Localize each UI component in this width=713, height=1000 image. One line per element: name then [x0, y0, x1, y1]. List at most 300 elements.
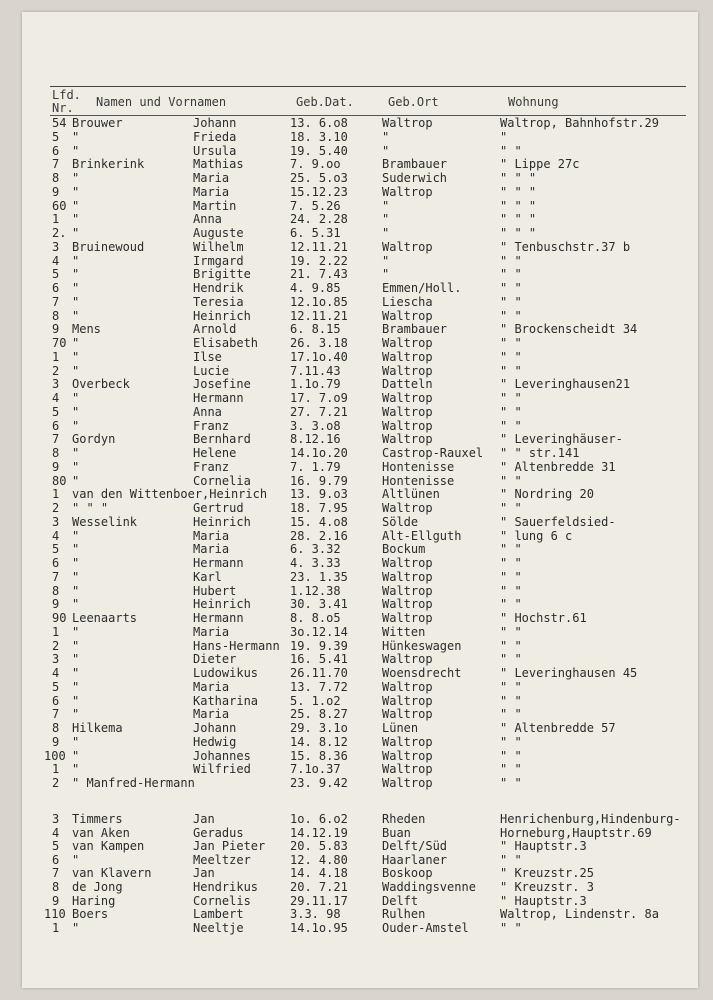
row-surname: van den Wittenboer,Heinrich — [72, 487, 268, 502]
table-row — [0, 721, 713, 735]
row-birth-date: 15. 8.36 — [290, 748, 348, 763]
row-birth-place: Boskoop — [382, 866, 433, 881]
row-birth-place: Rheden — [382, 812, 426, 826]
table-row — [0, 281, 713, 295]
row-birth-date: 14. 8.12 — [290, 734, 348, 749]
row-birth-place: Waltrop — [382, 569, 433, 584]
row-birth-place: Waltrop — [382, 184, 433, 199]
row-surname: " Manfred-Hermann — [72, 776, 195, 790]
row-birth-place: Waltrop — [382, 707, 433, 722]
row-birth-place: Woensdrecht — [382, 666, 462, 680]
row-surname: Haring — [72, 893, 116, 908]
row-birth-date: 30. 3.41 — [290, 597, 348, 612]
table-row — [0, 405, 713, 419]
row-residence: " " " — [500, 226, 537, 240]
row-surname: van Klavern — [72, 866, 152, 881]
row-birth-date: 18. 3.10 — [290, 129, 348, 144]
row-birth-date: 15. 4.o8 — [290, 514, 348, 529]
row-first-name: Maria — [193, 679, 230, 694]
table-row — [0, 487, 713, 501]
row-birth-place: Haarlaner — [382, 852, 448, 867]
table-row — [0, 240, 713, 254]
row-surname: " — [72, 666, 80, 680]
row-birth-place: Suderwich — [382, 171, 448, 185]
row-first-name: Katharina — [193, 693, 259, 708]
table-row — [0, 611, 713, 625]
table-row — [0, 171, 713, 185]
row-number: 8 — [52, 721, 60, 735]
row-birth-date: 14.1o.20 — [290, 446, 348, 460]
row-residence: " " — [500, 748, 522, 763]
row-number: 5 — [52, 129, 60, 144]
row-number: 6 — [52, 852, 60, 867]
row-first-name: Cornelia — [193, 473, 251, 488]
row-birth-date: 3.3. 98 — [290, 907, 341, 922]
row-first-name: Johann — [193, 721, 237, 735]
row-birth-place: Waltrop — [382, 748, 433, 763]
row-residence: " " — [500, 363, 522, 378]
row-birth-date: 23. 1.35 — [290, 569, 348, 584]
row-surname: " — [72, 583, 80, 598]
row-birth-date: 1o. 6.o2 — [290, 812, 348, 826]
row-residence: " " — [500, 852, 522, 867]
row-birth-date: 4. 3.33 — [290, 556, 341, 570]
row-residence: " " — [500, 652, 522, 667]
table-row — [0, 130, 713, 144]
table-row — [0, 474, 713, 488]
row-first-name: Arnold — [193, 322, 237, 337]
table-row — [0, 762, 713, 776]
row-birth-place: " — [382, 253, 390, 268]
row-residence: " " — [500, 349, 522, 364]
row-first-name: Ursula — [193, 143, 237, 158]
row-first-name: Hans-Hermann — [193, 638, 280, 653]
table-row — [0, 625, 713, 639]
row-residence: " Hochstr.61 — [500, 611, 587, 625]
row-first-name: Heinrich — [193, 514, 251, 529]
row-first-name: Maria — [193, 184, 230, 199]
row-residence: " " — [500, 143, 522, 158]
row-residence: " Hauptstr.3 — [500, 839, 587, 854]
row-residence: " Nordring 20 — [500, 487, 594, 502]
row-birth-date: 23. 9.42 — [290, 776, 348, 790]
row-surname: Hilkema — [72, 721, 123, 735]
row-birth-date: 7.11.43 — [290, 363, 341, 378]
row-birth-place: Rulhen — [382, 907, 426, 922]
row-surname: " — [72, 556, 80, 570]
row-birth-date: 7. 5.26 — [290, 198, 341, 213]
row-birth-date: 28. 2.16 — [290, 528, 348, 543]
row-residence: " Leveringhausen 45 — [500, 666, 638, 680]
row-number: 7 — [52, 432, 60, 447]
row-residence: Henrichenburg,Hindenburg- — [500, 812, 681, 826]
row-birth-place: Waltrop — [382, 501, 433, 515]
row-residence: " " — [500, 638, 522, 653]
row-residence: " " — [500, 597, 522, 612]
row-birth-place: Waltrop — [382, 116, 433, 130]
row-surname: Brouwer — [72, 116, 123, 130]
row-number: 54 — [52, 116, 67, 130]
row-birth-place: Waltrop — [382, 432, 433, 447]
row-number: 70 — [52, 336, 67, 350]
table-row — [0, 460, 713, 474]
row-first-name: Maria — [193, 171, 230, 185]
row-surname: " — [72, 171, 80, 185]
row-first-name: Jan Pieter — [193, 839, 266, 854]
row-surname: " — [72, 446, 80, 460]
row-birth-date: 1.12.38 — [290, 583, 341, 598]
row-number: 5 — [52, 542, 60, 557]
row-residence: " " — [500, 583, 522, 598]
row-birth-date: 17.1o.40 — [290, 349, 348, 364]
row-birth-place: Waltrop — [382, 418, 433, 433]
row-birth-date: 8. 8.o5 — [290, 611, 341, 625]
row-residence: " " — [500, 776, 522, 790]
row-birth-place: Waltrop — [382, 679, 433, 694]
row-first-name: Maria — [193, 707, 230, 722]
row-surname: " — [72, 336, 80, 350]
row-surname: " — [72, 652, 80, 667]
row-number: 100 — [44, 748, 66, 763]
row-first-name: Brigitte — [193, 267, 251, 282]
row-birth-place: Waltrop — [382, 762, 433, 777]
row-residence: " " — [500, 281, 522, 295]
row-surname: " — [72, 693, 80, 708]
row-birth-date: 26.11.70 — [290, 666, 348, 680]
row-number: 7 — [52, 866, 60, 881]
row-first-name: Hermann — [193, 556, 244, 570]
row-residence: " " — [500, 308, 522, 323]
row-surname: van Kampen — [72, 839, 145, 854]
row-surname: van Aken — [72, 825, 130, 840]
row-residence: " Kreuzstr.25 — [500, 866, 594, 881]
row-first-name: Helene — [193, 446, 237, 460]
table-row — [0, 680, 713, 694]
row-birth-place: " — [382, 267, 390, 282]
row-surname: Bruinewoud — [72, 239, 145, 254]
row-residence: " Lippe 27c — [500, 157, 580, 172]
table-row — [0, 639, 713, 653]
row-residence: " " — [500, 391, 522, 405]
row-first-name: Anna — [193, 404, 222, 419]
row-number: 6 — [52, 143, 60, 158]
row-birth-date: 7.1o.37 — [290, 762, 341, 777]
row-birth-place: Waltrop — [382, 597, 433, 612]
row-birth-place: Delft/Süd — [382, 839, 448, 854]
row-surname: " — [72, 569, 80, 584]
row-number: 2 — [52, 363, 60, 378]
table-row — [0, 921, 713, 935]
row-first-name: Ilse — [193, 349, 222, 364]
row-birth-date: 12.11.21 — [290, 239, 348, 254]
row-number: 60 — [52, 198, 67, 213]
row-surname: " — [72, 762, 80, 777]
row-first-name: Jan — [193, 866, 215, 881]
row-surname: " — [72, 143, 80, 158]
row-number: 5 — [52, 839, 60, 854]
row-birth-date: 15.12.23 — [290, 184, 348, 199]
table-row — [0, 226, 713, 240]
row-birth-date: 29.11.17 — [290, 893, 348, 908]
row-birth-place: Castrop-Rauxel — [382, 446, 484, 460]
row-birth-place: Sölde — [382, 514, 419, 529]
row-surname: " — [72, 184, 80, 199]
row-number: 3 — [52, 514, 60, 529]
row-birth-date: 19. 2.22 — [290, 253, 348, 268]
header-residence: Wohnung — [508, 95, 559, 109]
row-number: 9 — [52, 459, 60, 474]
row-number: 9 — [52, 184, 60, 199]
row-number: 8 — [52, 583, 60, 598]
row-first-name: Wilfried — [193, 762, 251, 777]
row-birth-place: Waltrop — [382, 652, 433, 667]
row-residence: " " — [500, 418, 522, 433]
row-first-name: Lambert — [193, 907, 244, 922]
row-first-name: Geradus — [193, 825, 244, 840]
row-residence: " " " — [500, 212, 537, 227]
row-birth-place: Liescha — [382, 294, 433, 309]
row-residence: " " — [500, 501, 522, 515]
row-first-name: Dieter — [193, 652, 237, 667]
row-number: 9 — [52, 734, 60, 749]
row-residence: " " — [500, 707, 522, 722]
row-number: 9 — [52, 893, 60, 908]
row-number: 4 — [52, 253, 60, 268]
row-residence: " " " — [500, 184, 537, 199]
row-birth-place: Waddingsvenne — [382, 880, 476, 894]
table-row — [0, 584, 713, 598]
row-number: 8 — [52, 171, 60, 185]
row-birth-date: 21. 7.43 — [290, 267, 348, 282]
row-birth-place: Waltrop — [382, 776, 433, 790]
row-surname: " — [72, 267, 80, 282]
row-birth-place: Waltrop — [382, 734, 433, 749]
row-birth-date: 14. 4.18 — [290, 866, 348, 881]
row-birth-place: Waltrop — [382, 391, 433, 405]
row-number: 3 — [52, 239, 60, 254]
row-first-name: Irmgard — [193, 253, 244, 268]
row-surname: Brinkerink — [72, 157, 145, 172]
table-row — [0, 666, 713, 680]
row-birth-place: Waltrop — [382, 693, 433, 708]
row-residence: " " str.141 — [500, 446, 580, 460]
row-number: 7 — [52, 294, 60, 309]
row-first-name: Bernhard — [193, 432, 251, 447]
table-row — [0, 776, 713, 790]
row-surname: " — [72, 294, 80, 309]
table-row — [0, 694, 713, 708]
row-birth-date: 6. 3.32 — [290, 542, 341, 557]
table-row — [0, 322, 713, 336]
row-birth-date: 19. 5.40 — [290, 143, 348, 158]
row-first-name: Auguste — [193, 226, 244, 240]
table-row — [0, 866, 713, 880]
header-lfd: Lfd. — [52, 88, 81, 102]
row-birth-place: Waltrop — [382, 308, 433, 323]
row-surname: " — [72, 363, 80, 378]
row-residence: " " — [500, 624, 522, 639]
table-row — [0, 749, 713, 763]
row-first-name: Jan — [193, 812, 215, 826]
table-row — [0, 826, 713, 840]
row-birth-place: Witten — [382, 624, 426, 639]
row-birth-date: 17. 7.o9 — [290, 391, 348, 405]
row-surname: Boers — [72, 907, 109, 922]
row-residence: " " — [500, 920, 522, 935]
row-birth-place: " — [382, 198, 390, 213]
row-residence: " " — [500, 679, 522, 694]
row-number: 3 — [52, 652, 60, 667]
row-surname: " — [72, 349, 80, 364]
row-birth-date: 1.1o.79 — [290, 377, 341, 392]
row-surname: " — [72, 748, 80, 763]
row-birth-date: 16. 9.79 — [290, 473, 348, 488]
table-row — [0, 652, 713, 666]
row-residence: Waltrop, Bahnhofstr.29 — [500, 116, 659, 130]
row-birth-place: Waltrop — [382, 363, 433, 378]
table-row — [0, 570, 713, 584]
row-first-name: Neeltje — [193, 920, 244, 935]
row-birth-date: 20. 5.83 — [290, 839, 348, 854]
row-birth-date: 6. 8.15 — [290, 322, 341, 337]
row-residence: " " — [500, 473, 522, 488]
row-birth-place: Ouder-Amstel — [382, 920, 469, 935]
row-birth-place: Brambauer — [382, 157, 448, 172]
table-row — [0, 839, 713, 853]
row-residence: " Hauptstr.3 — [500, 893, 587, 908]
row-surname: " — [72, 308, 80, 323]
table-row — [0, 391, 713, 405]
row-birth-date: 29. 3.1o — [290, 721, 348, 735]
row-surname: " — [72, 212, 80, 227]
row-number: 4 — [52, 666, 60, 680]
table-row — [0, 295, 713, 309]
row-birth-date: 24. 2.28 — [290, 212, 348, 227]
row-birth-date: 13. 7.72 — [290, 679, 348, 694]
row-residence: " " — [500, 734, 522, 749]
row-residence: Horneburg,Hauptstr.69 — [500, 825, 652, 840]
row-surname: " — [72, 404, 80, 419]
row-surname: " — [72, 473, 80, 488]
row-birth-place: Delft — [382, 893, 419, 908]
table-row — [0, 157, 713, 171]
row-residence: " " " — [500, 171, 537, 185]
row-birth-date: 5. 1.o2 — [290, 693, 341, 708]
table-row — [0, 542, 713, 556]
row-number: 4 — [52, 528, 60, 543]
row-birth-place: Brambauer — [382, 322, 448, 337]
row-residence: " lung 6 c — [500, 528, 573, 543]
row-birth-date: 13. 6.o8 — [290, 116, 348, 130]
row-birth-date: 12.11.21 — [290, 308, 348, 323]
row-birth-date: 16. 5.41 — [290, 652, 348, 667]
row-residence: " — [500, 129, 508, 144]
row-surname: Wesselink — [72, 514, 138, 529]
table-row — [0, 880, 713, 894]
row-birth-place: Bockum — [382, 542, 426, 557]
row-birth-place: Hontenisse — [382, 459, 455, 474]
header-birth-date: Geb.Dat. — [296, 95, 354, 109]
row-birth-date: 3. 3.o8 — [290, 418, 341, 433]
row-surname: Leenaarts — [72, 611, 138, 625]
row-number: 6 — [52, 281, 60, 295]
row-surname: " — [72, 638, 80, 653]
row-number: 5 — [52, 679, 60, 694]
row-first-name: Maria — [193, 528, 230, 543]
row-birth-place: Hünkeswagen — [382, 638, 462, 653]
row-birth-place: Waltrop — [382, 349, 433, 364]
row-number: 7 — [52, 569, 60, 584]
row-birth-date: 20. 7.21 — [290, 880, 348, 894]
row-first-name: Hendrik — [193, 281, 244, 295]
table-row — [0, 336, 713, 350]
row-number: 9 — [52, 322, 60, 337]
row-surname: " — [72, 226, 80, 240]
row-first-name: Hermann — [193, 611, 244, 625]
row-residence: " Altenbredde 57 — [500, 721, 616, 735]
row-surname: de Jong — [72, 880, 123, 894]
row-residence: " " — [500, 404, 522, 419]
row-first-name: Lucie — [193, 363, 230, 378]
row-residence: " Brockenscheidt 34 — [500, 322, 638, 337]
row-surname: " — [72, 707, 80, 722]
row-number: 6 — [52, 693, 60, 708]
row-number: 5 — [52, 404, 60, 419]
row-residence: " Altenbredde 31 — [500, 459, 616, 474]
row-first-name: Johannes — [193, 748, 251, 763]
row-number: 2 — [52, 501, 60, 515]
row-first-name: Wilhelm — [193, 239, 244, 254]
row-birth-place: Waltrop — [382, 336, 433, 350]
row-surname: " — [72, 418, 80, 433]
header-names: Namen und Vornamen — [96, 95, 227, 109]
table-row — [0, 364, 713, 378]
row-number: 3 — [52, 377, 60, 392]
table-row — [0, 267, 713, 281]
row-surname: " — [72, 542, 80, 557]
row-birth-date: 8.12.16 — [290, 432, 341, 447]
row-birth-place: Waltrop — [382, 611, 433, 625]
row-birth-date: 14.12.19 — [290, 825, 348, 840]
row-surname: " — [72, 281, 80, 295]
table-row — [0, 185, 713, 199]
row-birth-place: Emmen/Holl. — [382, 281, 462, 295]
row-first-name: Anna — [193, 212, 222, 227]
row-birth-date: 26. 3.18 — [290, 336, 348, 350]
row-surname: " — [72, 597, 80, 612]
row-surname: " — [72, 198, 80, 213]
table-row — [0, 907, 713, 921]
header-nr: Nr. — [52, 101, 74, 115]
row-birth-place: Lünen — [382, 721, 419, 735]
row-residence: " Leveringhäuser- — [500, 432, 623, 447]
row-birth-date: 18. 7.95 — [290, 501, 348, 515]
table-row — [0, 735, 713, 749]
table-row — [0, 894, 713, 908]
row-residence: " Kreuzstr. 3 — [500, 880, 594, 894]
row-birth-place: Buan — [382, 825, 411, 840]
row-number: 8 — [52, 880, 60, 894]
row-first-name: Hedwig — [193, 734, 237, 749]
row-surname: " — [72, 679, 80, 694]
row-birth-place: Waltrop — [382, 239, 433, 254]
table-row — [0, 254, 713, 268]
row-birth-date: 25. 5.o3 — [290, 171, 348, 185]
table-row — [0, 350, 713, 364]
row-birth-place: " — [382, 129, 390, 144]
row-birth-date: 4. 9.85 — [290, 281, 341, 295]
row-number: 4 — [52, 391, 60, 405]
